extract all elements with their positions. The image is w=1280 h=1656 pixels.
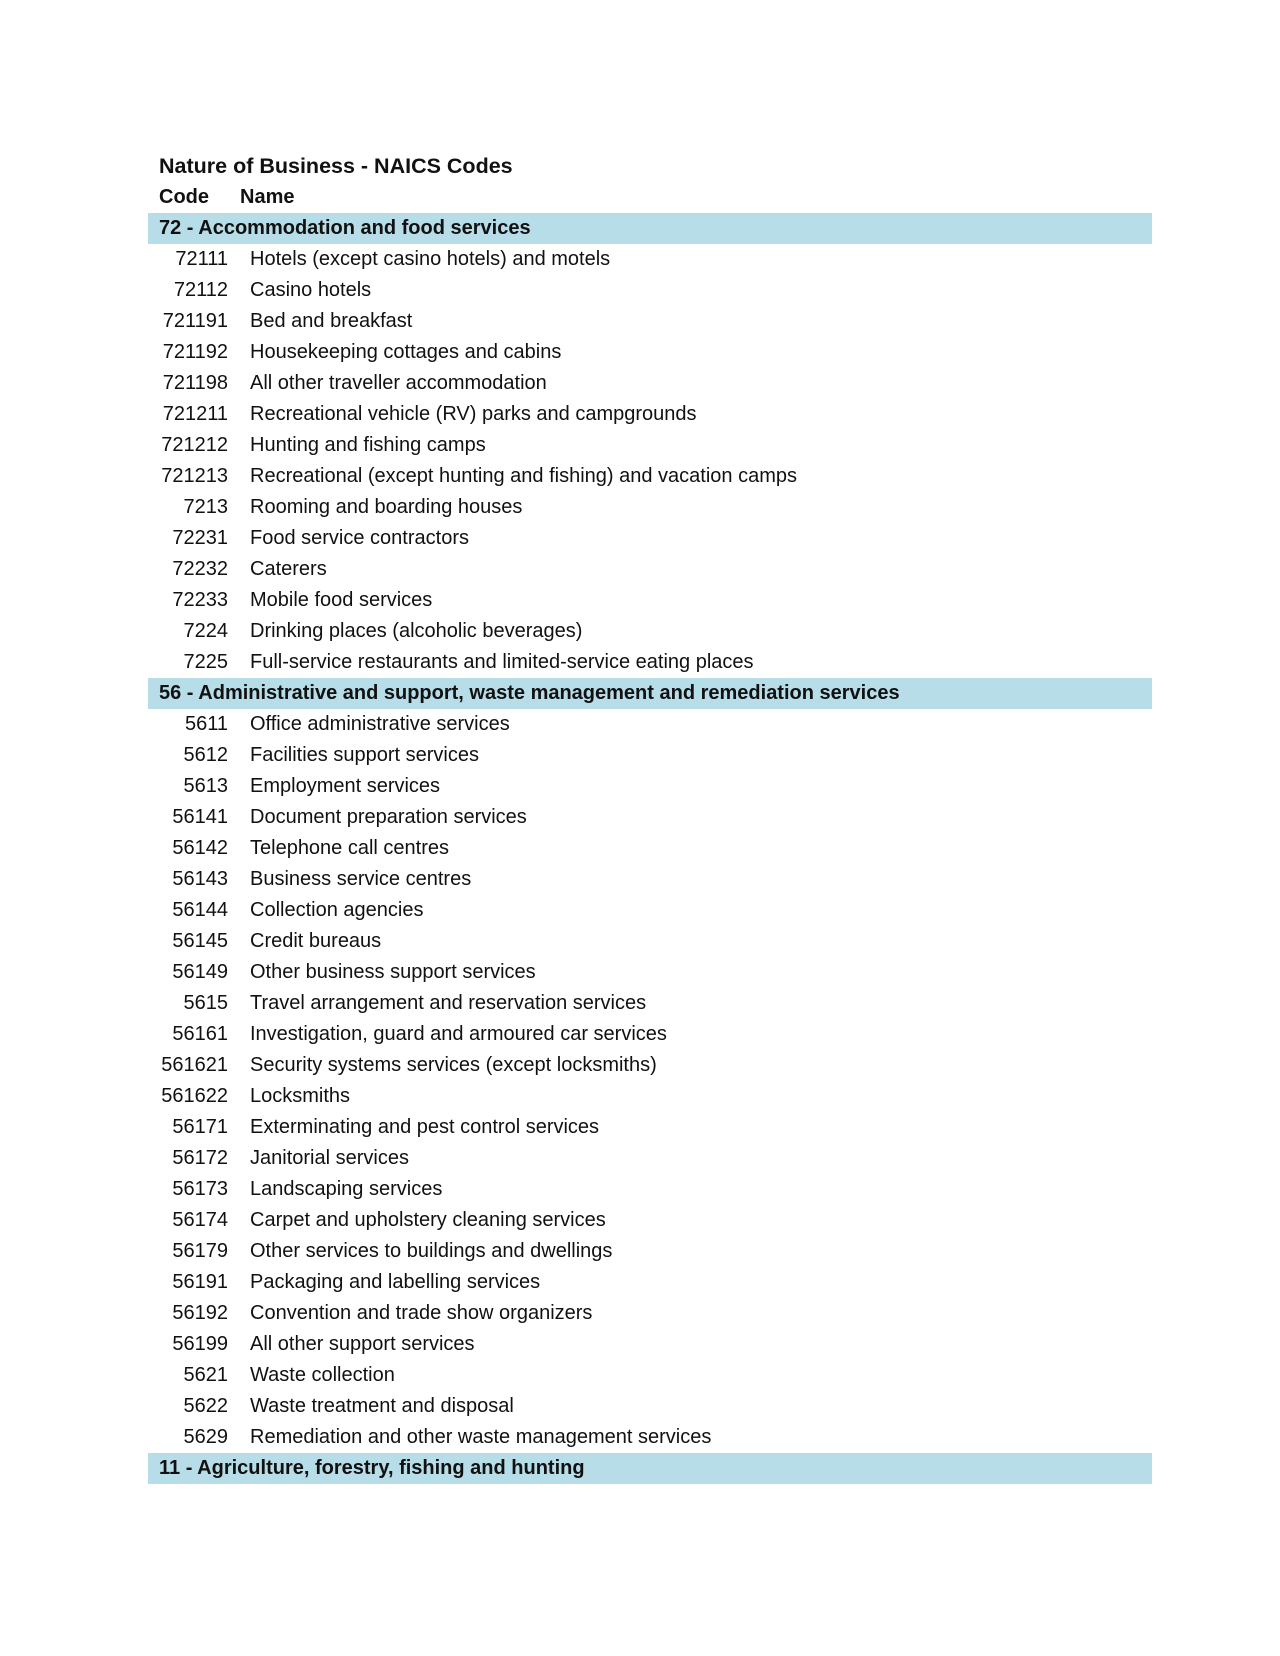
table-row (148, 895, 1152, 926)
industry-name: Full-service restaurants and limited-service eating places (250, 651, 754, 673)
column-header-code: Code (159, 186, 209, 208)
naics-code: 72111 (175, 248, 228, 270)
table-row (148, 1050, 1152, 1081)
table-row (148, 523, 1152, 554)
table-row (148, 833, 1152, 864)
naics-document (148, 150, 1152, 1484)
industry-name: Convention and trade show organizers (250, 1302, 593, 1324)
table-row (148, 585, 1152, 616)
naics-code: 56142 (172, 837, 228, 859)
naics-code: 72112 (173, 279, 228, 301)
industry-name: Office administrative services (250, 713, 510, 735)
table-row (148, 1422, 1152, 1453)
table-row (148, 957, 1152, 988)
naics-code: 5629 (183, 1426, 228, 1448)
industry-name: Document preparation services (250, 806, 527, 828)
naics-code: 7225 (183, 651, 228, 673)
naics-code: 721211 (162, 403, 228, 425)
table-row (148, 1360, 1152, 1391)
industry-name: Collection agencies (250, 899, 424, 921)
table-row (148, 1112, 1152, 1143)
naics-code: 56192 (172, 1302, 228, 1324)
industry-name: All other support services (250, 1333, 475, 1355)
table-row (148, 740, 1152, 771)
industry-name: Waste collection (250, 1364, 395, 1386)
naics-code: 56144 (172, 899, 228, 921)
table-row (148, 275, 1152, 306)
industry-name: Employment services (250, 775, 441, 797)
table-row (148, 1174, 1152, 1205)
sections-container (148, 213, 1152, 1484)
naics-code: 5615 (183, 992, 228, 1014)
naics-code: 56172 (172, 1147, 228, 1169)
table-row (148, 492, 1152, 523)
naics-code: 56174 (172, 1209, 228, 1231)
table-row (148, 337, 1152, 368)
industry-name: Caterers (250, 558, 327, 580)
table-row (148, 399, 1152, 430)
naics-code: 72231 (172, 527, 228, 549)
naics-code: 56143 (172, 868, 228, 890)
naics-code: 5621 (183, 1364, 228, 1386)
naics-code: 56199 (172, 1333, 228, 1355)
naics-code: 56171 (172, 1116, 228, 1138)
industry-name: Hunting and fishing camps (250, 434, 486, 456)
naics-code: 5612 (183, 744, 228, 766)
table-row (148, 430, 1152, 461)
table-row (148, 802, 1152, 833)
section-heading: 72 - Accommodation and food services (148, 213, 1152, 244)
table-row (148, 647, 1152, 678)
industry-name: Packaging and labelling services (250, 1271, 541, 1293)
table-row (148, 988, 1152, 1019)
industry-name: All other traveller accommodation (250, 372, 547, 394)
industry-name: Telephone call centres (250, 837, 450, 859)
naics-code: 5622 (183, 1395, 228, 1417)
industry-name: Drinking places (alcoholic beverages) (250, 620, 583, 642)
industry-name: Travel arrangement and reservation services (250, 992, 647, 1014)
industry-name: Landscaping services (250, 1178, 443, 1200)
naics-code: 56191 (172, 1271, 228, 1293)
industry-name: Other business support services (250, 961, 536, 983)
industry-name: Facilities support services (250, 744, 479, 766)
industry-name: Hotels (except casino hotels) and motels (250, 248, 611, 270)
table-row (148, 244, 1152, 275)
table-row (148, 1081, 1152, 1112)
naics-code: 721212 (161, 434, 228, 456)
industry-name: Food service contractors (250, 527, 469, 549)
table-row (148, 1298, 1152, 1329)
industry-name: Business service centres (250, 868, 472, 890)
industry-name: Mobile food services (250, 589, 433, 611)
table-row (148, 1267, 1152, 1298)
naics-code: 561622 (161, 1085, 228, 1107)
industry-name: Security systems services (except locksmiths) (250, 1054, 657, 1076)
document-title: Nature of Business - NAICS Codes (159, 154, 513, 178)
table-row (148, 1019, 1152, 1050)
industry-name: Carpet and upholstery cleaning services (250, 1209, 606, 1231)
naics-code: 721191 (162, 310, 228, 332)
industry-name: Other services to buildings and dwellings (250, 1240, 613, 1262)
table-row (148, 1205, 1152, 1236)
industry-name: Investigation, guard and armoured car services (250, 1023, 667, 1045)
naics-code: 721213 (161, 465, 228, 487)
industry-name: Remediation and other waste management services (250, 1426, 712, 1448)
naics-code: 56141 (172, 806, 228, 828)
industry-name: Casino hotels (250, 279, 372, 301)
naics-code: 721198 (162, 372, 228, 394)
industry-name: Bed and breakfast (250, 310, 413, 332)
naics-code: 56149 (172, 961, 228, 983)
naics-code: 56173 (172, 1178, 228, 1200)
industry-name: Exterminating and pest control services (250, 1116, 600, 1138)
section-heading: 56 - Administrative and support, waste management and remediation services (148, 678, 1152, 709)
industry-name: Recreational (except hunting and fishing) and vacation camps (250, 465, 797, 487)
industry-name: Credit bureaus (250, 930, 382, 952)
column-header-name: Name (240, 186, 295, 208)
naics-code: 7224 (183, 620, 228, 642)
table-row (148, 926, 1152, 957)
naics-code: 72232 (172, 558, 228, 580)
naics-code: 5611 (184, 713, 228, 735)
industry-name: Rooming and boarding houses (250, 496, 523, 518)
naics-code: 561621 (161, 1054, 228, 1076)
table-row (148, 306, 1152, 337)
table-row (148, 1391, 1152, 1422)
industry-name: Waste treatment and disposal (250, 1395, 514, 1417)
table-row (148, 709, 1152, 740)
table-row (148, 461, 1152, 492)
column-header-row (148, 182, 1152, 213)
naics-code: 56145 (172, 930, 228, 952)
table-row (148, 616, 1152, 647)
table-row (148, 368, 1152, 399)
industry-name: Housekeeping cottages and cabins (250, 341, 562, 363)
industry-name: Janitorial services (250, 1147, 409, 1169)
section-heading: 11 - Agriculture, forestry, fishing and hunting (148, 1453, 1152, 1484)
table-row (148, 864, 1152, 895)
naics-code: 5613 (183, 775, 228, 797)
table-row (148, 771, 1152, 802)
table-row (148, 1329, 1152, 1360)
industry-name: Locksmiths (250, 1085, 351, 1107)
industry-name: Recreational vehicle (RV) parks and campgrounds (250, 403, 697, 425)
naics-code: 72233 (172, 589, 228, 611)
naics-code: 56161 (172, 1023, 228, 1045)
table-row (148, 554, 1152, 585)
table-row (148, 1236, 1152, 1267)
naics-code: 56179 (172, 1240, 228, 1262)
naics-code: 7213 (183, 496, 228, 518)
table-row (148, 1143, 1152, 1174)
naics-code: 721192 (162, 341, 228, 363)
